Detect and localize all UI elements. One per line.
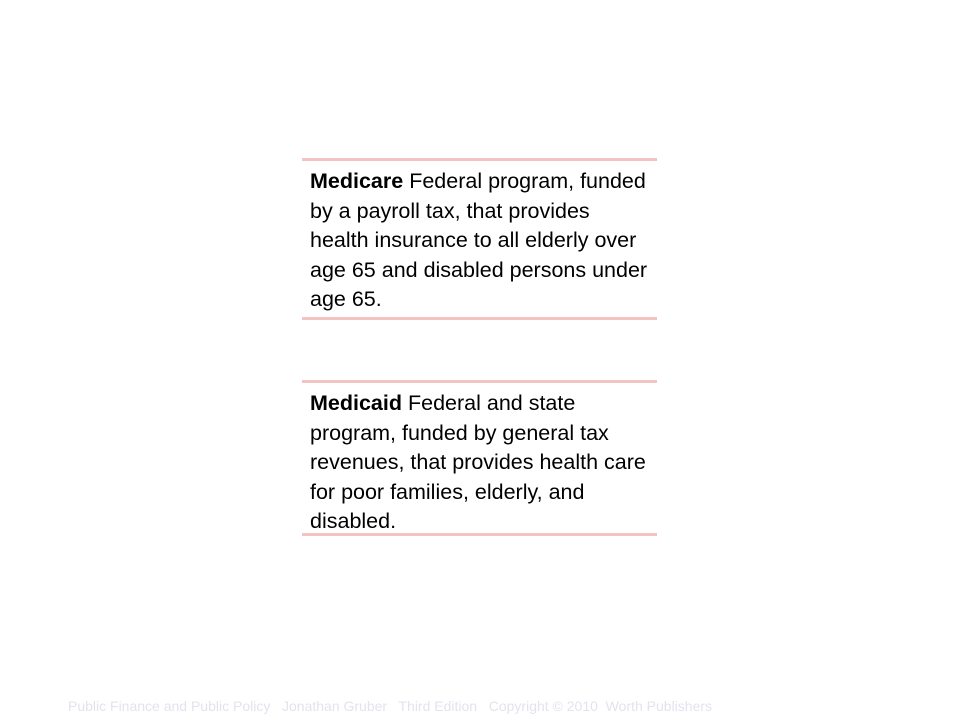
medicare-description: Federal program, funded by a payroll tax, that provides health insurance to all elderly over age 65 and disabled persons under age 65.	[310, 169, 648, 311]
medicare-term: Medicare	[310, 169, 404, 193]
medicaid-definition-box	[302, 380, 657, 536]
medicaid-term: Medicaid	[310, 391, 402, 415]
medicare-definition-box	[302, 158, 657, 320]
medicaid-description: Federal and state program, funded by general tax revenues, that provides health care for poor families, elderly, and disabled.	[310, 391, 646, 533]
medicare-definition	[310, 167, 649, 315]
footer-copyright: Public Finance and Public Policy Jonathan Gruber Third Edition Copyright © 2010 Worth Publishers	[68, 698, 713, 714]
medicaid-definition	[310, 389, 649, 537]
